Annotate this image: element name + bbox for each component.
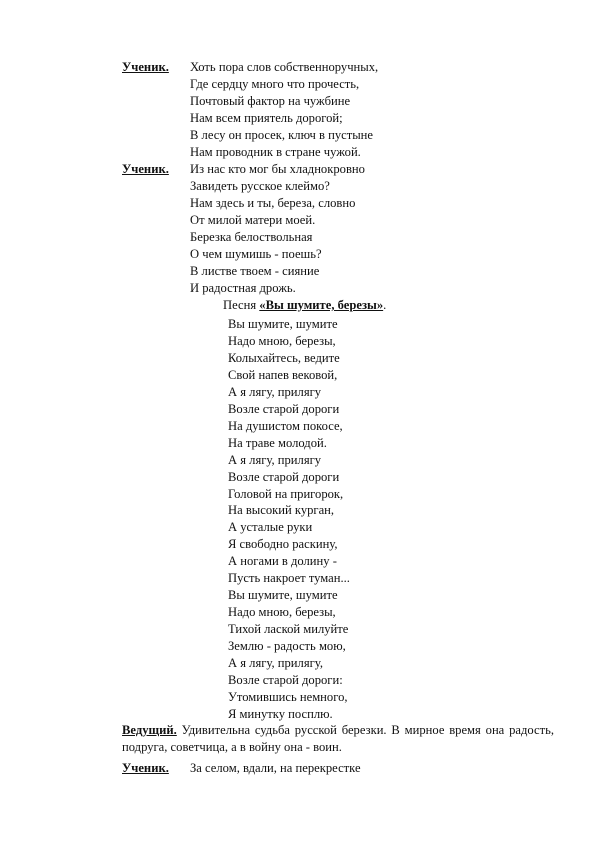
song-line: Тихой лаской милуйте	[228, 622, 349, 637]
song-line: А я лягу, прилягу,	[228, 656, 323, 670]
song-line: На траве молодой.	[228, 435, 327, 450]
song-line: Возле старой дороги:	[228, 673, 343, 687]
verse-line: За селом, вдали, на перекрестке	[190, 761, 361, 775]
speaker-label: Ученик.	[122, 60, 169, 74]
host-text: Удивительна судьба русской березки. В мирное время она радость, подруга, советчица, а в войну она - воин.	[122, 723, 554, 754]
song-line: На душистом покосе,	[228, 418, 343, 433]
verse-line: И радостная дрожь.	[190, 281, 296, 295]
speaker-label: Ученик.	[122, 761, 169, 775]
verse-line: Завидеть русское клеймо?	[190, 179, 330, 193]
song-line: Свой напев вековой,	[228, 367, 338, 382]
song-title	[223, 297, 386, 313]
song-line: Возле старой дороги	[228, 401, 340, 416]
verse-line: Нам здесь и ты, береза, словно	[190, 196, 356, 210]
song-line: Пусть накроет туман...	[228, 571, 350, 586]
host-paragraph	[122, 722, 554, 755]
song-line: Головой на пригорок,	[228, 486, 344, 501]
song-line: Вы шумите, шумите	[228, 317, 338, 331]
verse-line: От милой матери моей.	[190, 213, 316, 227]
verse-line: Из нас кто мог бы хладнокровно	[190, 162, 365, 176]
song-line: Я минутку посплю.	[228, 706, 333, 721]
speaker-label: Ведущий.	[122, 723, 177, 737]
verse-line: О чем шумишь - поешь?	[190, 247, 322, 261]
verse-line: Нам всем приятель дорогой;	[190, 111, 343, 125]
song-line: Вы шумите, шумите	[228, 588, 338, 603]
song-line: Надо мною, березы,	[228, 333, 336, 348]
verse-line: В листве твоем - сияние	[190, 264, 320, 278]
verse-line: Хоть пора слов собственноручных,	[190, 60, 379, 74]
song-line: Колыхайтесь, ведите	[228, 350, 340, 365]
song-line: Утомившись немного,	[228, 689, 348, 704]
verse-line: Где сердцу много что прочесть,	[190, 77, 360, 91]
song-line: А я лягу, прилягу	[228, 452, 322, 467]
song-line: Землю - радость мою,	[228, 639, 346, 653]
verse-line: Березка белоствольная	[190, 230, 313, 244]
song-line: А ногами в долину -	[228, 554, 337, 569]
song-line: Надо мною, березы,	[228, 605, 336, 620]
verse-line: В лесу он просек, ключ в пустыне	[190, 128, 374, 142]
song-title-name: «Вы шумите, березы»	[259, 298, 384, 312]
song-title-prefix: Песня	[223, 298, 260, 312]
song-line: На высокий курган,	[228, 503, 335, 518]
verse-line: Почтовый фактор на чужбине	[190, 94, 351, 108]
song-line: А я лягу, прилягу	[228, 384, 322, 399]
verse-line: Нам проводник в стране чужой.	[190, 145, 361, 159]
song-title-suffix: .	[383, 298, 387, 312]
song-line: Я свободно раскину,	[228, 537, 338, 552]
song-line: А усталые руки	[228, 520, 313, 535]
speaker-label: Ученик.	[122, 162, 169, 176]
song-line: Возле старой дороги	[228, 469, 340, 484]
